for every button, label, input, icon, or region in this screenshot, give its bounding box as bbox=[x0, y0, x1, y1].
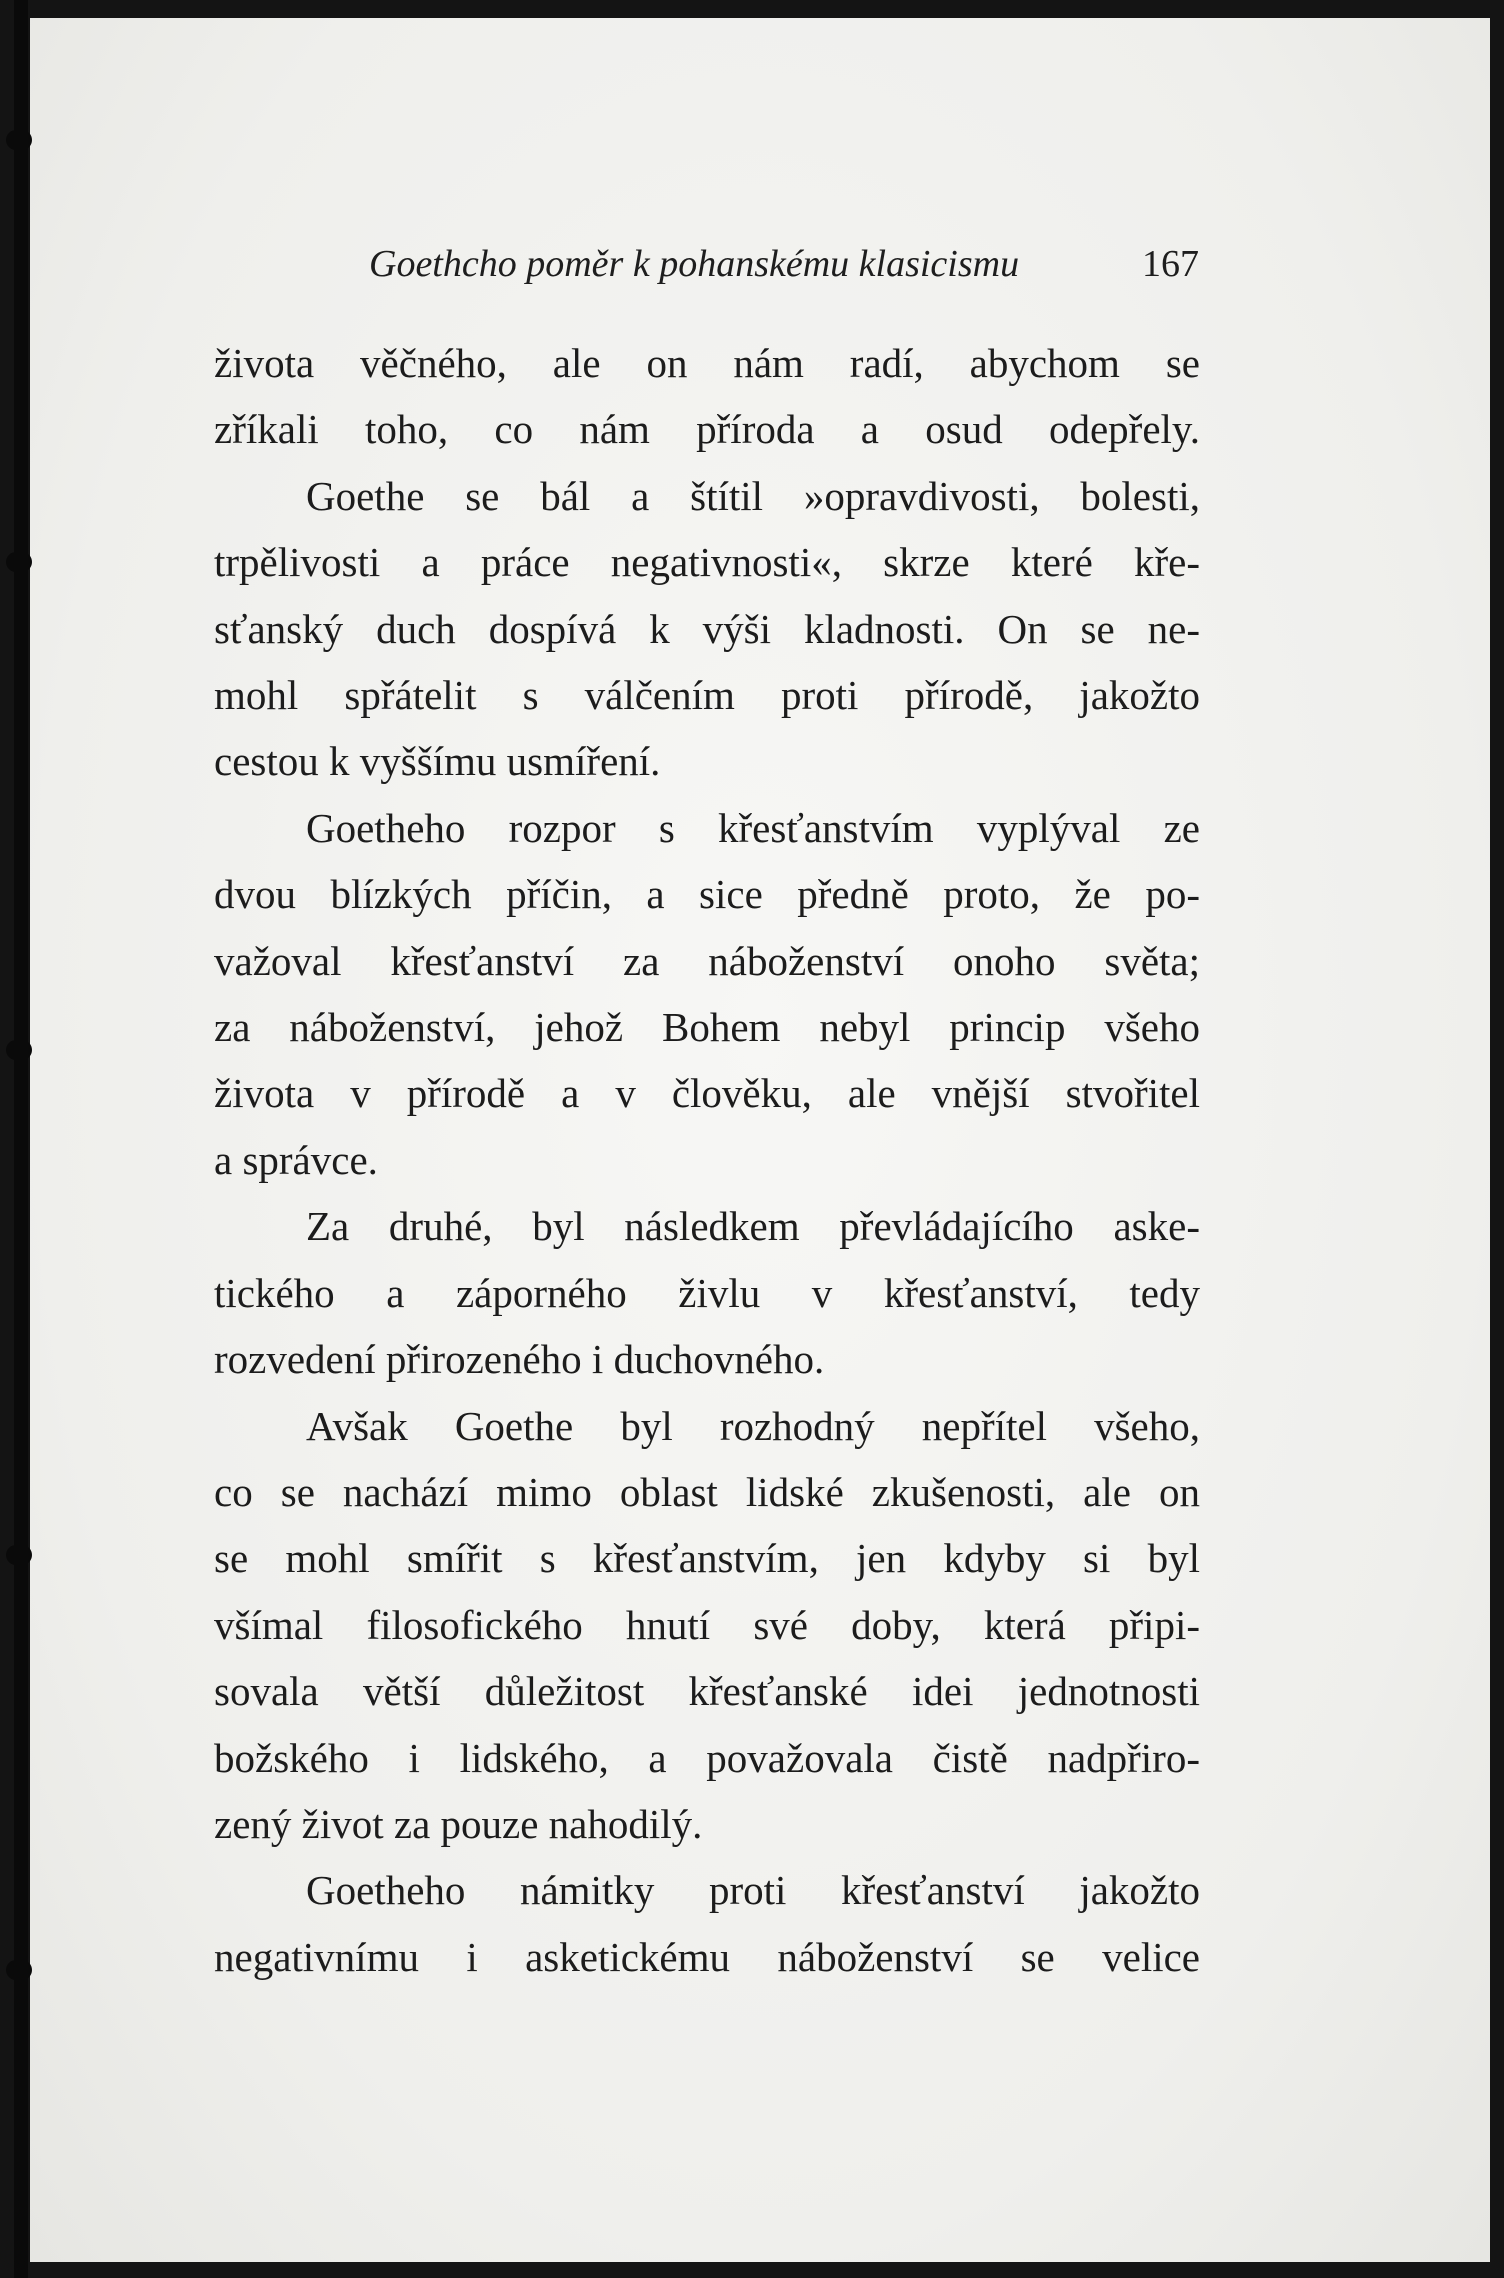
binding-mark bbox=[6, 130, 32, 150]
text-line: se mohl smířit s křesťanstvím, jen kdyby si byl bbox=[214, 1535, 1200, 1582]
text-line: negativnímu i asketickému náboženství se velice bbox=[214, 1933, 1200, 1980]
body-text bbox=[214, 330, 1200, 1990]
text-line: važoval křesťanství za náboženství onoho světa; bbox=[214, 937, 1200, 984]
text-line: cestou k vyššímu usmíření. bbox=[214, 738, 661, 785]
text-line: Za druhé, byl následkem převládajícího aske- bbox=[306, 1203, 1200, 1250]
page-number: 167 bbox=[1142, 243, 1199, 285]
text-line: sťanský duch dospívá k výši kladnosti. On se ne- bbox=[214, 605, 1200, 652]
text-line: a správce. bbox=[214, 1136, 378, 1183]
binding-mark bbox=[6, 1960, 32, 1980]
binding-mark bbox=[6, 1545, 32, 1565]
text-line: Goetheho rozpor s křesťanstvím vyplýval ze bbox=[306, 804, 1200, 851]
text-line: zený život za pouze nahodilý. bbox=[214, 1800, 703, 1847]
binding-edge bbox=[14, 0, 28, 2278]
text-line: co se nachází mimo oblast lidské zkušenosti, ale on bbox=[214, 1468, 1200, 1515]
text-line: života v přírodě a v člověku, ale vnější stvořitel bbox=[214, 1070, 1200, 1117]
text-line: života věčného, ale on nám radí, abychom se bbox=[214, 340, 1200, 386]
text-line: rozvedení přirozeného i duchovného. bbox=[214, 1336, 825, 1383]
running-header bbox=[369, 238, 1199, 294]
text-line: všímal filosofického hnutí své doby, která připi- bbox=[214, 1601, 1200, 1648]
text-line: sovala větší důležitost křesťanské idei jednotnosti bbox=[214, 1668, 1200, 1715]
text-line: zříkali toho, co nám příroda a osud odepřely. bbox=[214, 406, 1200, 453]
text-line: za náboženství, jehož Bohem nebyl princip všeho bbox=[214, 1004, 1200, 1051]
text-line: Goethe se bál a štítil »opravdivosti, bolesti, bbox=[306, 472, 1200, 519]
text-line: Avšak Goethe byl rozhodný nepřítel všeho, bbox=[306, 1402, 1200, 1449]
text-line: dvou blízkých příčin, a sice předně proto, že po- bbox=[214, 871, 1200, 918]
text-line: tického a záporného živlu v křesťanství, tedy bbox=[214, 1269, 1200, 1316]
text-line: trpělivosti a práce negativnosti«, skrze které kře- bbox=[214, 539, 1200, 586]
text-line: Goetheho námitky proti křesťanství jakožto bbox=[306, 1867, 1200, 1914]
binding-mark bbox=[6, 552, 32, 572]
binding-mark bbox=[6, 1040, 32, 1060]
text-line: božského i lidského, a považovala čistě nadpřiro- bbox=[214, 1734, 1200, 1781]
text-line: mohl spřátelit s válčením proti přírodě, jakožto bbox=[214, 672, 1200, 719]
running-title: Goethcho poměr k pohanskému klasicismu bbox=[369, 243, 1020, 285]
